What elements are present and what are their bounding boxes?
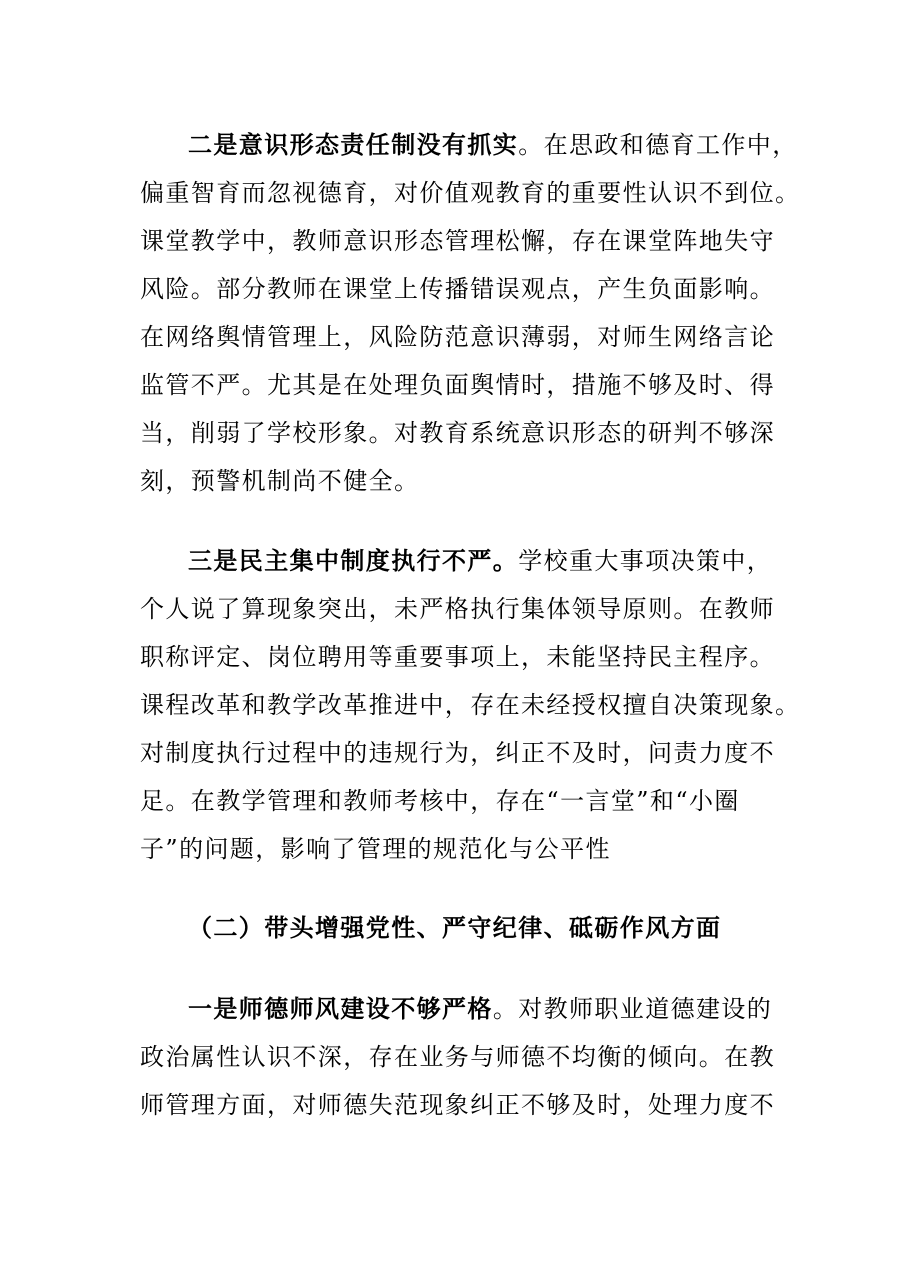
paragraph-1-line-5: 在网络舆情管理上，风险防范意识薄弱，对师生网络言论 — [140, 323, 775, 351]
paragraph-1-line-2: 偏重智育而忽视德育，对价值观教育的重要性认识不到位。 — [140, 179, 801, 207]
paragraph-2-line-6: 足。在教学管理和教师考核中，存在“一言堂”和“小圈 — [140, 787, 740, 815]
paragraph-1-line-7: 当，削弱了学校形象。对教育系统意识形态的研判不够深 — [140, 419, 775, 447]
paragraph-3-line-2: 政治属性认识不深，存在业务与师德不均衡的倾向。在教 — [140, 1043, 775, 1071]
paragraph-1-line-6: 监管不严。尤其是在处理负面舆情时，措施不够及时、得 — [140, 371, 775, 399]
paragraph-2-line-2: 个人说了算现象突出，未严格执行集体领导原则。在教师 — [140, 595, 775, 623]
paragraph-1-lead: 二是意识形态责任制没有抓实 — [188, 130, 519, 159]
paragraph-2-line-4: 课程改革和教学改革推进中，存在未经授权擅自决策现象。 — [140, 691, 801, 719]
paragraph-1-line-3: 课堂教学中，教师意识形态管理松懈，存在课堂阵地失守 — [140, 227, 775, 255]
paragraph-1-line-4: 风险。部分教师在课堂上传播错误观点，产生负面影响。 — [140, 275, 775, 303]
paragraph-2-line-3: 职称评定、岗位聘用等重要事项上，未能坚持民主程序。 — [140, 643, 775, 671]
paragraph-2-line-1 — [188, 546, 772, 576]
paragraph-2-text: 学校重大事项决策中， — [518, 547, 773, 575]
paragraph-1-text: 。在思政和德育工作中， — [518, 131, 798, 159]
paragraph-1-line-8: 刻，预警机制尚不健全。 — [140, 467, 420, 495]
paragraph-3-line-3: 师管理方面，对师德失范现象纠正不够及时，处理力度不 — [140, 1091, 775, 1119]
paragraph-2-line-5: 对制度执行过程中的违规行为，纠正不及时，问责力度不 — [140, 739, 775, 767]
paragraph-3-lead: 一是师德师风建设不够严格 — [188, 994, 493, 1023]
paragraph-2-line-7: 子”的问题，影响了管理的规范化与公平性 — [140, 835, 611, 863]
paragraph-2-lead: 三是民主集中制度执行不严。 — [188, 546, 519, 575]
section-heading: （二）带头增强党性、严守纪律、砥砺作风方面 — [188, 913, 722, 942]
paragraph-3-text: 。对教师职业道德建设的 — [492, 995, 773, 1023]
paragraph-3-line-1 — [188, 994, 772, 1024]
paragraph-1-line-1 — [188, 130, 798, 160]
